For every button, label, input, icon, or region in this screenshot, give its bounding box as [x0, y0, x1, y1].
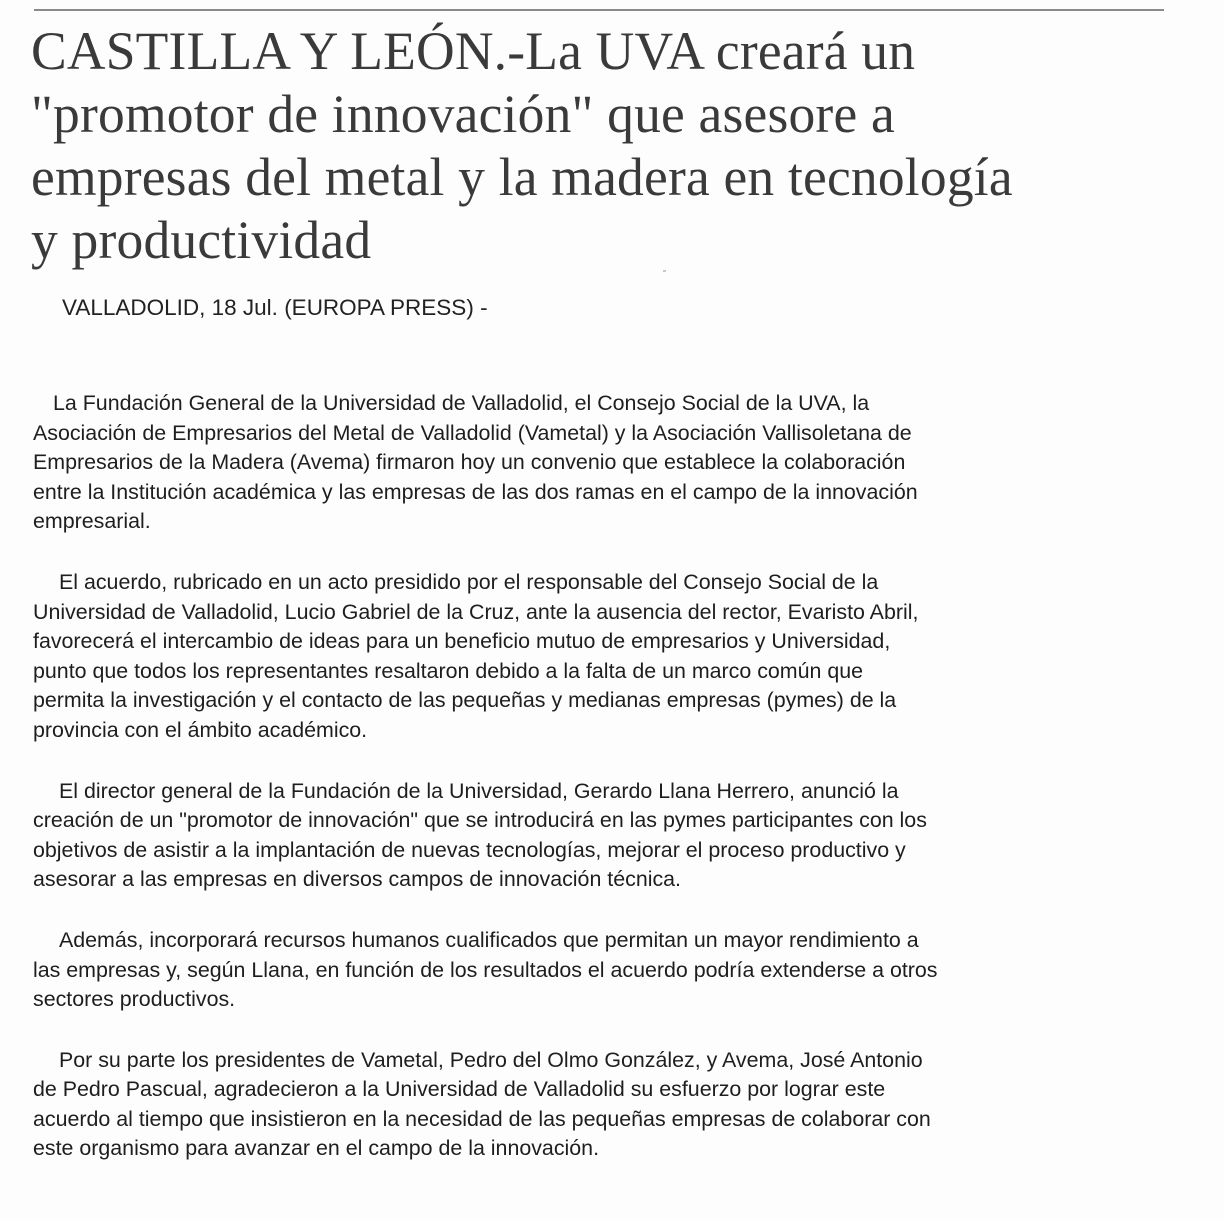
text-line: entre la Institución académica y las empresas de las dos ramas en el campo de la innovación	[33, 479, 918, 504]
text-line: Empresarios de la Madera (Avema) firmaron hoy un convenio que establece la colaboración	[33, 450, 906, 475]
text-line: provincia con el ámbito académico.	[33, 717, 368, 742]
headline-line: CASTILLA Y LEÓN.-La UVA creará un	[31, 21, 916, 81]
top-divider	[34, 9, 1164, 11]
headline-line: "promotor de innovación" que asesore a	[31, 84, 895, 144]
text-line: Universidad de Valladolid, Lucio Gabriel de la Cruz, ante la ausencia del rector, Evaristo Abril,	[33, 599, 919, 624]
headline-line: y productividad	[31, 210, 372, 270]
text-line: El acuerdo, rubricado en un acto presidido por el responsable del Consejo Social de la	[59, 569, 879, 594]
text-line: creación de un "promotor de innovación" que se introducirá en las pymes participantes con los	[33, 808, 927, 833]
text-line: las empresas y, según Llana, en función de los resultados el acuerdo podría extenderse a otros	[33, 957, 938, 982]
paragraph	[33, 926, 1173, 1015]
text-line: acuerdo al tiempo que insistieron en la necesidad de las pequeñas empresas de colaborar con	[33, 1106, 931, 1131]
scan-speck	[663, 270, 666, 272]
text-line: Asociación de Empresarios del Metal de Valladolid (Vametal) y la Asociación Vallisoletana de	[33, 420, 912, 445]
paragraph	[33, 1046, 1173, 1164]
text-line: asesorar a las empresas en diversos campos de innovación técnica.	[33, 867, 681, 892]
text-line: objetivos de asistir a la implantación de nuevas tecnologías, mejorar el proceso productivo y	[33, 837, 906, 862]
text-line: de Pedro Pascual, agradecieron a la Universidad de Valladolid su esfuerzo por lograr este	[33, 1077, 886, 1102]
paragraph	[33, 568, 1173, 746]
headline	[31, 20, 1181, 272]
text-line: favorecerá el intercambio de ideas para un beneficio mutuo de empresarios y Universidad,	[33, 629, 891, 654]
text-line: Por su parte los presidentes de Vametal, Pedro del Olmo González, y Avema, José Antonio	[59, 1047, 923, 1072]
text-line: punto que todos los representantes resaltaron debido a la falta de un marco común que	[33, 658, 864, 683]
dateline: VALLADOLID, 18 Jul. (EUROPA PRESS) -	[62, 295, 488, 320]
paragraph	[33, 777, 1173, 895]
text-line: sectores productivos.	[33, 987, 236, 1012]
text-line: La Fundación General de la Universidad de Valladolid, el Consejo Social de la UVA, la	[53, 391, 870, 415]
text-line: empresarial.	[33, 509, 151, 534]
text-line: permita la investigación y el contacto de las pequeñas y medianas empresas (pymes) de la	[33, 688, 897, 713]
article-body	[33, 389, 1173, 1195]
text-line: este organismo para avanzar en el campo de la innovación.	[33, 1136, 600, 1161]
headline-line: empresas del metal y la madera en tecnología	[31, 147, 1013, 207]
text-line: Además, incorporará recursos humanos cualificados que permitan un mayor rendimiento a	[59, 927, 919, 952]
text-line: El director general de la Fundación de la Universidad, Gerardo Llana Herrero, anunció la	[59, 778, 899, 803]
paragraph	[33, 389, 1173, 537]
